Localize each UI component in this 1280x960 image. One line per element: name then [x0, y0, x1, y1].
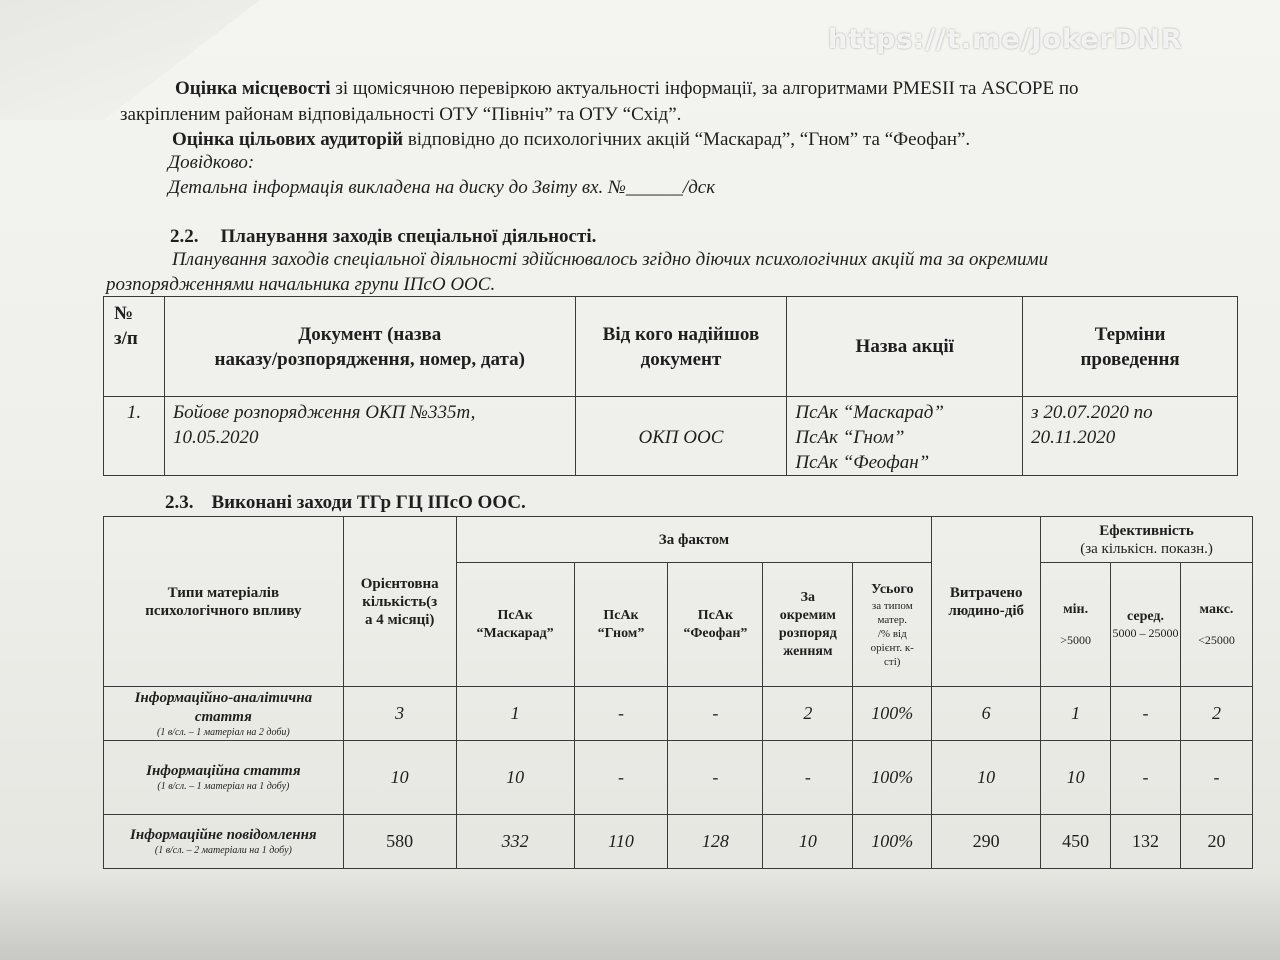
header-text: кількість(з — [362, 593, 438, 610]
header-text: Документ (назва — [298, 323, 442, 345]
cell-text: ПсАк “Гном” — [795, 427, 905, 448]
table-header-row — [104, 517, 1253, 563]
header-subtext: (за кількісн. показн.) — [1080, 540, 1213, 557]
cell-min: 10 — [1041, 741, 1111, 815]
reference-text: Детальна інформація викладена на диску до Звіту вх. №______/дск — [168, 177, 716, 198]
header-subtext: >5000 — [1060, 633, 1091, 647]
header-gnom — [574, 563, 668, 687]
cell-text: стаття — [194, 708, 252, 725]
cell-action — [787, 397, 1023, 476]
cell-spent: 10 — [932, 741, 1041, 815]
header-efficiency — [1041, 517, 1253, 563]
cell-spent: 6 — [932, 687, 1041, 741]
header-text: ПсАк — [497, 607, 533, 623]
watermark-link: https://t.me/JokerDNR — [828, 24, 1183, 55]
table-header-row — [104, 297, 1238, 397]
header-text: розпоряд — [778, 625, 837, 641]
cell-text: ПсАк “Феофан” — [795, 452, 930, 473]
header-from — [575, 297, 787, 397]
planning-table — [103, 296, 1238, 476]
paragraph-text: зі щомісячною перевіркою актуальності інформації, за алгоритмами PMESII та ASCOPE по — [330, 78, 1079, 99]
table-row — [104, 687, 1253, 741]
header-document — [164, 297, 575, 397]
table-row — [104, 397, 1238, 476]
cell-mid: 132 — [1111, 815, 1181, 869]
cell-total: 100% — [853, 687, 932, 741]
section-heading-2-3 — [165, 492, 526, 514]
section-text-line2: розпорядженнями начальника групи ІПсО ООС. — [106, 274, 496, 295]
header-maskarad — [456, 563, 574, 687]
cell-approx: 580 — [343, 815, 456, 869]
cell-max: 20 — [1180, 815, 1252, 869]
cell-text: Інформаційне повідомлення — [130, 827, 317, 843]
header-terms — [1023, 297, 1238, 397]
cell-note: (1 в/сл. – 1 матеріал на 2 доби) — [157, 726, 290, 738]
cell-min: 450 — [1041, 815, 1111, 869]
header-total — [853, 563, 932, 687]
cell-number: 1. — [104, 397, 165, 476]
cell-approx: 10 — [343, 741, 456, 815]
header-text: Орієнтовна — [360, 575, 439, 592]
section-heading-2-2 — [170, 226, 596, 248]
header-text: Терміни — [1094, 323, 1166, 345]
header-text: макс. — [1199, 602, 1234, 617]
cell-max: 2 — [1180, 687, 1252, 741]
cell-feofan: - — [668, 687, 763, 741]
header-feofan — [668, 563, 763, 687]
paragraph-text: відповідно до психологічних акцій “Маскарад”, “Гном” та “Феофан”. — [403, 129, 971, 150]
header-subtext: за типом — [871, 599, 913, 612]
cell-type — [104, 687, 344, 741]
header-text: Витрачено — [949, 584, 1023, 601]
cell-gnom: - — [574, 741, 668, 815]
cell-text: 20.11.2020 — [1031, 427, 1116, 448]
paragraph-terrain-assessment — [175, 78, 1079, 100]
section-number: 2.2. — [170, 226, 199, 247]
header-approx — [343, 517, 456, 687]
header-subtext: сті) — [884, 655, 901, 668]
header-text: мін. — [1063, 602, 1089, 617]
table-row — [104, 741, 1253, 815]
header-subtext: 5000 – 25000 — [1112, 626, 1179, 640]
cell-separate-order: 10 — [763, 815, 853, 869]
cell-feofan: 128 — [668, 815, 763, 869]
cell-text: з 20.07.2020 по — [1031, 402, 1153, 423]
section-title: Планування заходів спеціальної діяльності. — [220, 226, 597, 247]
header-text: ПсАк — [697, 607, 734, 623]
cell-gnom: 110 — [574, 815, 668, 869]
cell-text: ПсАк “Маскарад” — [795, 402, 944, 423]
header-subtext: /% від — [877, 627, 907, 640]
paragraph-lead: Оцінка місцевості — [175, 78, 331, 99]
cell-separate-order: - — [763, 741, 853, 815]
page-fold-shadow — [0, 0, 260, 120]
cell-from: ОКП ООС — [575, 397, 787, 476]
cell-maskarad: 1 — [456, 687, 574, 741]
header-subtext: матер. — [877, 613, 907, 626]
header-text: “Гном” — [597, 625, 645, 641]
header-text: проведення — [1080, 348, 1180, 370]
header-number — [104, 297, 165, 397]
header-text: За — [800, 589, 816, 605]
header-text: женням — [783, 643, 833, 659]
header-text: наказу/розпорядження, номер, дата) — [214, 348, 525, 370]
header-fact: За фактом — [456, 517, 932, 563]
cell-mid: - — [1111, 687, 1181, 741]
header-text: Ефективність — [1099, 522, 1194, 539]
cell-maskarad: 10 — [456, 741, 574, 815]
cell-mid: - — [1111, 741, 1181, 815]
header-min — [1041, 563, 1111, 687]
header-text: а 4 місяці) — [364, 611, 435, 628]
header-spent — [932, 517, 1041, 687]
header-separate-order — [763, 563, 853, 687]
section-number: 2.3. — [165, 492, 194, 513]
section-text-line1: Планування заходів спеціальної діяльності здійснювалось згідно діючих психологічних акцій та за окремими — [172, 249, 1049, 270]
section-title: Виконані заходи ТГр ГЦ ІПсО ООС. — [211, 492, 526, 513]
cell-approx: 3 — [343, 687, 456, 741]
header-action: Назва акції — [787, 297, 1023, 397]
cell-total: 100% — [853, 741, 932, 815]
header-text: № — [114, 303, 134, 324]
header-subtext: <25000 — [1198, 633, 1235, 647]
table-row — [104, 815, 1253, 869]
cell-note: (1 в/сл. – 1 матеріал на 1 добу) — [157, 781, 290, 792]
cell-document — [164, 397, 575, 476]
cell-spent: 290 — [932, 815, 1041, 869]
header-text: “Феофан” — [683, 625, 748, 641]
paragraph-lead: Оцінка цільових аудиторій — [172, 129, 404, 150]
cell-feofan: - — [668, 741, 763, 815]
photo-shadow — [0, 870, 1280, 960]
cell-terms — [1023, 397, 1238, 476]
header-text: “Маскарад” — [476, 625, 554, 641]
header-text: Типи матеріалів — [167, 584, 280, 601]
header-text: Усього — [871, 581, 914, 597]
cell-type — [104, 815, 344, 869]
cell-text: Інформаційна стаття — [146, 763, 301, 779]
header-text: ПсАк — [603, 607, 639, 623]
header-max — [1180, 563, 1252, 687]
header-subtext: орієнт. к- — [870, 641, 914, 654]
header-types — [104, 517, 344, 687]
cell-note: (1 в/сл. – 2 матеріали на 1 добу) — [154, 845, 292, 856]
header-text: Від кого надійшов — [602, 323, 760, 345]
header-text: людино-діб — [948, 602, 1024, 619]
cell-min: 1 — [1041, 687, 1111, 741]
header-text: психологічного впливу — [145, 602, 302, 619]
cell-total: 100% — [853, 815, 932, 869]
header-text: з/п — [114, 328, 138, 349]
results-table — [103, 516, 1253, 869]
header-mid — [1111, 563, 1181, 687]
header-text: окремим — [779, 607, 836, 623]
header-text: серед. — [1127, 609, 1165, 624]
cell-maskarad: 332 — [456, 815, 574, 869]
paragraph-audience-assessment — [172, 129, 970, 151]
cell-type — [104, 741, 344, 815]
cell-max: - — [1180, 741, 1252, 815]
cell-text: Бойове розпорядження ОКП №335т, — [172, 402, 476, 423]
cell-text: 10.05.2020 — [172, 427, 259, 448]
reference-label: Довідково: — [168, 152, 255, 173]
cell-separate-order: 2 — [763, 687, 853, 741]
cell-text: Інформаційно-аналітична — [134, 689, 313, 706]
paragraph-text-line2: закріпленим районам відповідальності ОТУ “Північ” та ОТУ “Схід”. — [120, 104, 682, 125]
cell-gnom: - — [574, 687, 668, 741]
header-text: документ — [640, 348, 722, 370]
